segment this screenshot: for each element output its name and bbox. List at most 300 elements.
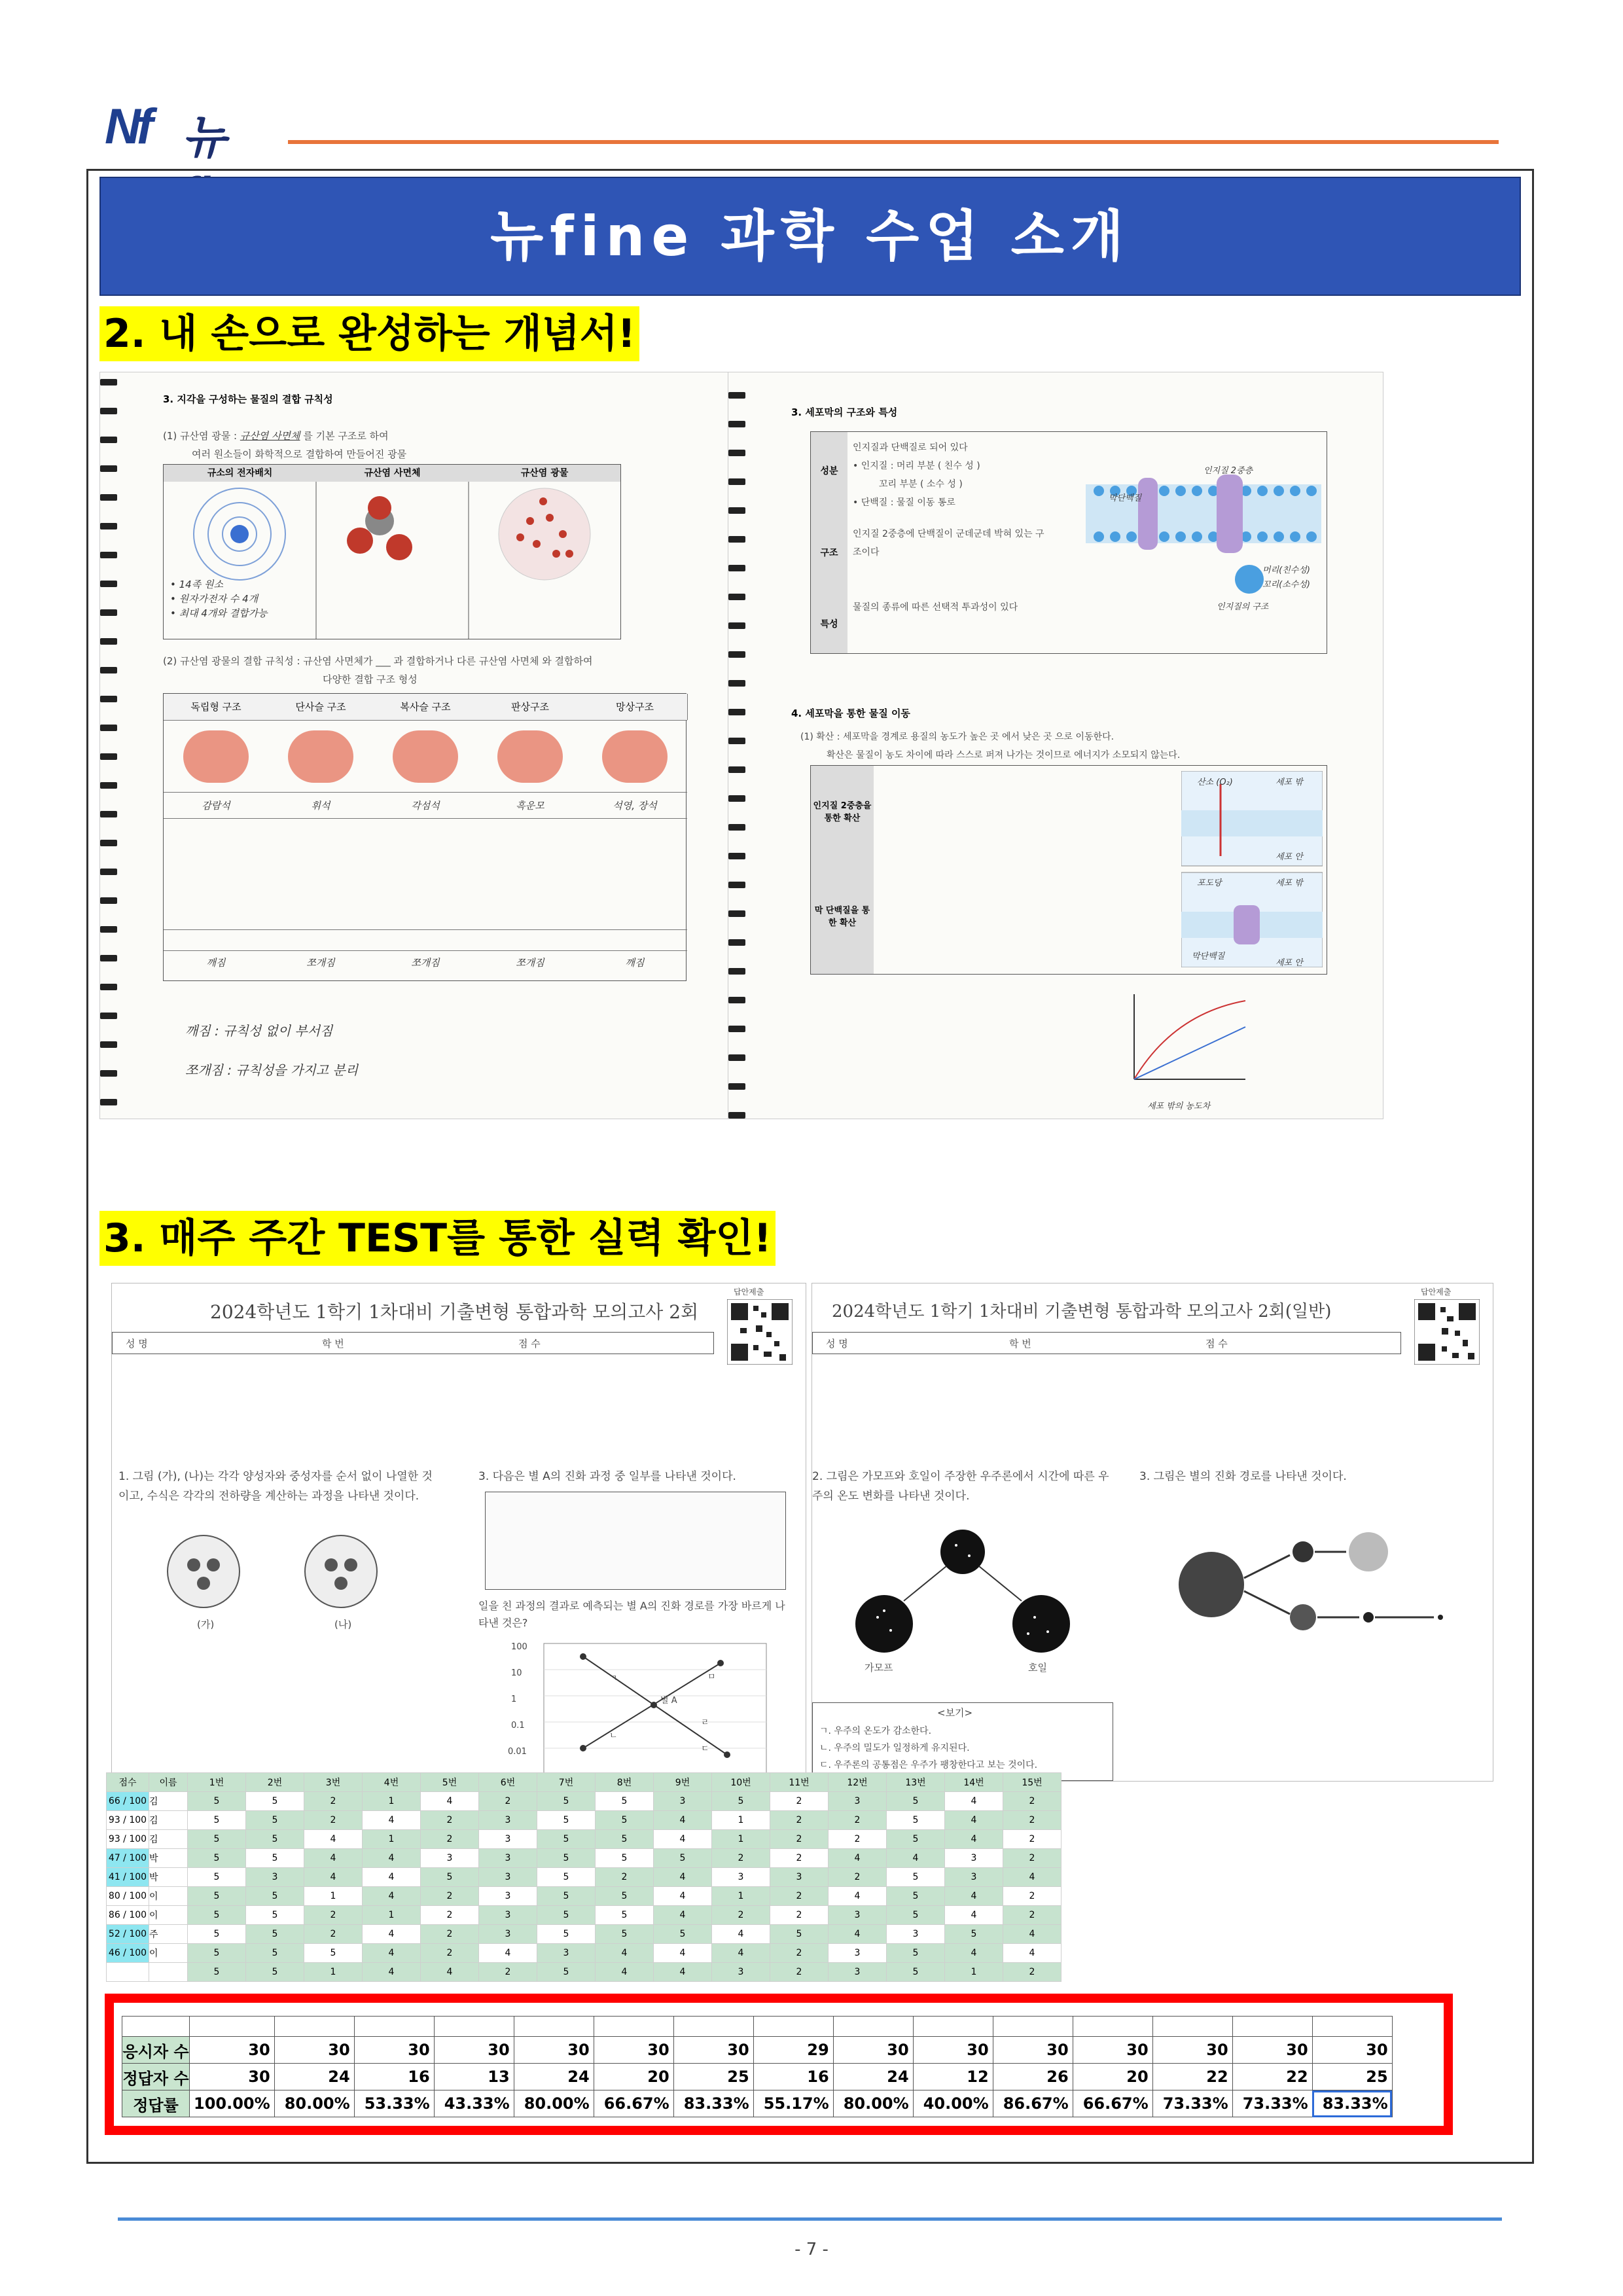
- answer-cell: 2: [304, 1811, 363, 1830]
- answer-cell: 4: [363, 1811, 421, 1830]
- answer-cell: 4: [363, 1963, 421, 1982]
- answer-cell: 4: [887, 1849, 945, 1868]
- graph-label-g: ㄱ: [609, 1674, 618, 1683]
- answer-cell: 5: [945, 1925, 1003, 1944]
- answer-cell: 5: [887, 1887, 945, 1906]
- table-row: [107, 1963, 1061, 1982]
- notebook-page-right: [728, 372, 1383, 1119]
- electron-note-1: • 14족 원소: [170, 579, 223, 590]
- answer-cell: 1: [363, 1792, 421, 1811]
- spiral-ring: [100, 1041, 117, 1048]
- answer-cell: 2: [770, 1792, 829, 1811]
- score-cell: 86 / 100: [107, 1906, 149, 1925]
- footer-divider: [118, 2217, 1502, 2221]
- stats-value: 40.00%: [913, 2090, 993, 2117]
- answer-cell: 1: [712, 1887, 770, 1906]
- stats-value: 30: [993, 2037, 1073, 2064]
- answer-cell: 5: [537, 1925, 596, 1944]
- stats-value: 29: [753, 2037, 833, 2064]
- spiral-ring: [100, 667, 117, 673]
- stats-value: 12: [913, 2064, 993, 2090]
- answer-cell: 5: [712, 1792, 770, 1811]
- answer-cell: 2: [421, 1830, 479, 1849]
- q2-label-gamow: 가모프: [865, 1662, 893, 1674]
- answer-cell: 2: [770, 1811, 829, 1830]
- answer-cell: 2: [770, 1906, 829, 1925]
- field-name: 성 명: [826, 1338, 848, 1350]
- answer-cell: 2: [770, 1944, 829, 1963]
- spiral-ring: [728, 853, 745, 859]
- left-qr-label: 답안제출: [734, 1287, 764, 1297]
- stats-value: 22: [1232, 2064, 1312, 2090]
- answer-cell: 4: [1003, 1925, 1061, 1944]
- electron-note-2: • 원자가전자 수 4개: [170, 593, 259, 605]
- answer-cell: 3: [829, 1963, 887, 1982]
- page-number: - 7 -: [794, 2240, 829, 2259]
- spiral-ring: [728, 1083, 745, 1090]
- mineral-name: 흑운모: [516, 800, 544, 812]
- graph-label-m: ㅁ: [707, 1672, 716, 1682]
- answer-cell: 4: [363, 1849, 421, 1868]
- spiral-ring: [100, 696, 117, 702]
- answer-cell: 5: [654, 1925, 712, 1944]
- tick-1: 1: [511, 1695, 517, 1704]
- logo-mark: Nf: [105, 99, 150, 154]
- student-name: 이: [149, 1906, 188, 1925]
- spiral-binding: [728, 392, 745, 1141]
- answer-cell: 5: [654, 1849, 712, 1868]
- stats-blank-row: [122, 2017, 1393, 2037]
- stats-value: 30: [274, 2037, 354, 2064]
- answer-cell: 1: [304, 1963, 363, 1982]
- stats-value: 30: [833, 2037, 913, 2064]
- spiral-ring: [728, 738, 745, 744]
- qr-code: [727, 1299, 793, 1365]
- stats-value: 25: [673, 2064, 753, 2090]
- stats-value: 30: [594, 2037, 673, 2064]
- diagram-label-phospholipid: 인지질의 구조: [1217, 602, 1269, 612]
- concentration-graph: [1121, 988, 1252, 1099]
- left-page-title: 3. 지각을 구성하는 물질의 결합 규칙성: [163, 393, 333, 405]
- structure-header: 복사슬 구조: [373, 694, 478, 720]
- answer-cell: 4: [654, 1963, 712, 1982]
- table-row: [107, 1925, 1061, 1944]
- answer-cell: 3: [945, 1868, 1003, 1887]
- electron-note-3: • 최대 4개와 결합가능: [170, 607, 268, 619]
- answer-cell: 4: [945, 1944, 1003, 1963]
- answer-cell: 5: [596, 1830, 654, 1849]
- spiral-ring: [100, 869, 117, 875]
- side-label-protein: 막 단백질을 통한 확산: [811, 870, 874, 974]
- answer-cell: 5: [188, 1792, 246, 1811]
- answer-cell: 4: [1003, 1944, 1061, 1963]
- answer-cell: 3: [712, 1963, 770, 1982]
- answer-cell: 5: [596, 1906, 654, 1925]
- row-label-structure: 구조: [811, 511, 847, 596]
- electron-notes: [170, 577, 268, 620]
- answer-cell: 4: [363, 1925, 421, 1944]
- score-header-cell: 14번: [945, 1773, 1003, 1792]
- cosmology-diagrams: [838, 1526, 1087, 1657]
- right-page-title: 3. 세포막의 구조와 특성: [791, 406, 898, 418]
- answer-cell: 5: [537, 1963, 596, 1982]
- membrane-text-2: • 인지질 : 머리 부분 ( 친수 성 ): [853, 461, 980, 471]
- answer-cell: 2: [829, 1830, 887, 1849]
- score-cell: 93 / 100: [107, 1811, 149, 1830]
- answer-cell: 2: [1003, 1830, 1061, 1849]
- spiral-ring: [100, 1013, 117, 1019]
- answer-cell: 2: [421, 1944, 479, 1963]
- student-name: 김: [149, 1830, 188, 1849]
- answer-cell: 5: [188, 1944, 246, 1963]
- answer-cell: 2: [304, 1906, 363, 1925]
- nucleus-diagrams: [158, 1532, 406, 1611]
- test-sheet-left: [111, 1283, 806, 1782]
- silicate-header-2: 규산염 사면체: [316, 465, 469, 482]
- stats-value: 30: [913, 2037, 993, 2064]
- spiral-ring: [728, 1112, 745, 1119]
- answer-cell: 4: [304, 1830, 363, 1849]
- answer-cell: 5: [537, 1849, 596, 1868]
- spiral-ring: [728, 450, 745, 456]
- spiral-ring: [728, 882, 745, 888]
- spiral-ring: [728, 910, 745, 917]
- answer-cell: 5: [246, 1944, 304, 1963]
- spiral-ring: [728, 622, 745, 629]
- cleavage-type: 쪼개짐: [516, 957, 544, 969]
- membrane-text-3: 꼬리 부분 ( 소수 성 ): [879, 479, 963, 490]
- answer-cell: 5: [596, 1887, 654, 1906]
- answer-cell: 5: [188, 1925, 246, 1944]
- stats-value: 30: [190, 2064, 275, 2090]
- answer-cell: 4: [829, 1887, 887, 1906]
- student-name: 이: [149, 1887, 188, 1906]
- score-cell: 66 / 100: [107, 1792, 149, 1811]
- right-page-title2: 4. 세포막을 통한 물질 이동: [791, 708, 910, 719]
- answer-cell: 4: [945, 1792, 1003, 1811]
- answer-cell: 3: [479, 1887, 537, 1906]
- logo-text: 뉴: [182, 112, 226, 163]
- bogi-box: [812, 1702, 1113, 1781]
- answer-cell: 4: [654, 1811, 712, 1830]
- structure-model-icon: [288, 730, 353, 783]
- spiral-ring: [100, 523, 117, 529]
- answer-cell: 5: [887, 1830, 945, 1849]
- structure-header: 독립형 구조: [164, 694, 269, 720]
- answer-cell: 2: [421, 1887, 479, 1906]
- stats-value: 25: [1312, 2064, 1392, 2090]
- mineral-name: 각섬석: [411, 800, 440, 812]
- stats-value: 26: [993, 2064, 1073, 2090]
- stats-table: [122, 2016, 1393, 2117]
- row-label-component: 성분: [811, 432, 847, 511]
- table-row: [107, 1830, 1061, 1849]
- field-name: 성 명: [126, 1338, 148, 1350]
- answer-cell: 5: [421, 1868, 479, 1887]
- spiral-ring: [100, 494, 117, 501]
- answer-cell: 2: [596, 1868, 654, 1887]
- score-table-header: [107, 1773, 1061, 1792]
- spiral-ring: [728, 651, 745, 658]
- answer-cell: 5: [188, 1963, 246, 1982]
- spiral-ring: [100, 725, 117, 731]
- answer-cell: 2: [421, 1811, 479, 1830]
- answer-cell: 3: [479, 1811, 537, 1830]
- diagram-label-tail: 꼬리(소수성): [1262, 580, 1310, 590]
- score-cell: 47 / 100: [107, 1849, 149, 1868]
- stats-value: 30: [190, 2037, 275, 2064]
- score-header-cell: 2번: [246, 1773, 304, 1792]
- q3-passage-box: [485, 1492, 786, 1590]
- answer-cell: 3: [887, 1925, 945, 1944]
- spiral-ring: [100, 1070, 117, 1077]
- structure-header: 망상구조: [582, 694, 688, 720]
- stats-value: 80.00%: [514, 2090, 594, 2117]
- left-line2: 여러 원소들이 화학적으로 결합하여 만들어진 광물: [192, 448, 407, 460]
- score-table: [106, 1772, 1061, 1982]
- row-label-property: 특성: [811, 596, 847, 653]
- score-header-cell: 12번: [829, 1773, 887, 1792]
- answer-cell: 4: [304, 1849, 363, 1868]
- spiral-ring: [728, 680, 745, 687]
- answer-cell: 3: [537, 1944, 596, 1963]
- student-name: 김: [149, 1792, 188, 1811]
- cleavage-type: 쪼개짐: [306, 957, 335, 969]
- answer-cell: 5: [887, 1963, 945, 1982]
- left-q3: 3. 다음은 별 A의 진화 과정 중 일부를 나타낸 것이다.: [478, 1470, 736, 1483]
- side-label-bilayer: 인지질 2중층을 통한 확산: [811, 766, 874, 870]
- table-row: [107, 1792, 1061, 1811]
- answer-cell: 5: [188, 1849, 246, 1868]
- silicate-header-3: 규산염 광물: [469, 465, 620, 482]
- spiral-ring: [728, 709, 745, 715]
- answer-cell: 2: [304, 1792, 363, 1811]
- answer-cell: 5: [596, 1849, 654, 1868]
- student-name: 김: [149, 1811, 188, 1830]
- answer-cell: 5: [188, 1868, 246, 1887]
- tick-100: 100: [511, 1642, 527, 1652]
- diagram-label-protein: 막단백질: [1109, 493, 1142, 503]
- spiral-ring: [728, 968, 745, 975]
- answer-cell: 2: [1003, 1963, 1061, 1982]
- graph-label-star: 별 A: [660, 1696, 677, 1706]
- stats-label: 정답자 수: [122, 2064, 190, 2090]
- table-rule: [164, 720, 687, 721]
- answer-cell: 5: [537, 1830, 596, 1849]
- student-name: 박: [149, 1849, 188, 1868]
- diffusion-table: [810, 765, 1327, 975]
- table-row: [107, 1944, 1061, 1963]
- silicate-header-1: 규소의 전자배치: [164, 465, 316, 482]
- stats-value: 20: [594, 2064, 673, 2090]
- answer-cell: 2: [829, 1811, 887, 1830]
- header-divider: [288, 140, 1499, 144]
- left-foot1: 깨짐 : 규칙성 없이 부서짐: [185, 1023, 333, 1039]
- left-q3b: 일을 친 과정의 결과로 예측되는 별 A의 진화 경로를 가장 바르게 나타낸 것은?: [478, 1600, 785, 1629]
- answer-cell: 4: [654, 1830, 712, 1849]
- answer-cell: 2: [712, 1906, 770, 1925]
- diagram2-inside-1: 세포 안: [1275, 852, 1303, 862]
- stats-value: 30: [1152, 2037, 1232, 2064]
- stats-value: 100.00%: [190, 2090, 275, 2117]
- diagram2-inside-2: 세포 안: [1275, 958, 1303, 968]
- diagram2-oxygen: 산소 (O₂): [1197, 778, 1233, 787]
- spiral-ring: [728, 766, 745, 773]
- structure-header: 단사슬 구조: [268, 694, 374, 720]
- answer-cell: 5: [537, 1811, 596, 1830]
- answer-cell: 5: [246, 1925, 304, 1944]
- bogi-options: [819, 1723, 1037, 1774]
- bogi-title: <보기>: [937, 1707, 973, 1719]
- score-header-cell: 6번: [479, 1773, 537, 1792]
- stats-value: 30: [434, 2037, 514, 2064]
- stats-value: 55.17%: [753, 2090, 833, 2117]
- diagram-label-head: 머리(친수성): [1262, 565, 1310, 575]
- answer-cell: 2: [421, 1906, 479, 1925]
- answer-cell: 2: [712, 1849, 770, 1868]
- structure-table: [163, 693, 687, 981]
- score-header-cell: 5번: [421, 1773, 479, 1792]
- spiral-ring: [728, 1026, 745, 1032]
- score-header-cell: 이름: [149, 1773, 188, 1792]
- spiral-ring: [100, 1099, 117, 1105]
- bogi-option-2: ㄴ. 우주의 밀도가 일정하게 유지된다.: [819, 1743, 970, 1753]
- spiral-ring: [728, 997, 745, 1003]
- diagram2-outside-2: 세포 밖: [1275, 878, 1303, 888]
- score-header-cell: 9번: [654, 1773, 712, 1792]
- answer-cell: 2: [1003, 1906, 1061, 1925]
- score-cell: 46 / 100: [107, 1944, 149, 1963]
- answer-cell: 2: [421, 1925, 479, 1944]
- diagram2-outside-1: 세포 밖: [1275, 778, 1303, 787]
- score-header-cell: 1번: [188, 1773, 246, 1792]
- answer-cell: 1: [363, 1906, 421, 1925]
- answer-cell: 4: [363, 1887, 421, 1906]
- answer-cell: 2: [1003, 1849, 1061, 1868]
- left-q1: 1. 그림 (가), (나)는 각각 양성자와 중성자를 순서 없이 나열한 것이고, 수식은 각각의 전하량을 계산하는 과정을 나타낸 것이다.: [118, 1470, 433, 1503]
- answer-cell: 2: [770, 1830, 829, 1849]
- spiral-ring: [100, 955, 117, 961]
- answer-cell: 2: [479, 1792, 537, 1811]
- answer-cell: 3: [479, 1868, 537, 1887]
- answer-cell: 5: [537, 1792, 596, 1811]
- spiral-ring: [100, 609, 117, 616]
- mineral-name: 감람석: [202, 800, 230, 812]
- answer-cell: 5: [887, 1944, 945, 1963]
- spiral-ring: [100, 437, 117, 443]
- spiral-ring: [100, 379, 117, 386]
- spiral-ring: [728, 795, 745, 802]
- stats-value: 73.33%: [1232, 2090, 1312, 2117]
- spiral-ring: [728, 392, 745, 399]
- score-header-cell: 15번: [1003, 1773, 1061, 1792]
- score-header-cell: 13번: [887, 1773, 945, 1792]
- answer-cell: 4: [654, 1887, 712, 1906]
- answer-cell: 5: [246, 1830, 304, 1849]
- spiral-ring: [100, 897, 117, 904]
- score-header-cell: 11번: [770, 1773, 829, 1792]
- cleavage-type: 깨짐: [206, 957, 226, 969]
- table-row: [107, 1868, 1061, 1887]
- left-line4: 다양한 결합 구조 형성: [323, 673, 418, 685]
- spiral-ring: [100, 984, 117, 990]
- answer-cell: 5: [188, 1906, 246, 1925]
- field-id: 학 번: [1009, 1338, 1031, 1350]
- answer-cell: 5: [596, 1792, 654, 1811]
- structure-header: 판상구조: [478, 694, 583, 720]
- spiral-ring: [728, 421, 745, 427]
- answer-cell: 2: [1003, 1887, 1061, 1906]
- spiral-ring: [100, 811, 117, 817]
- left-line3: (2) 규산염 광물의 결합 규칙성 : 규산염 사면체가 ___ 과 결합하거나 다른 규산염 사면체 와 결합하여: [163, 655, 593, 667]
- logo: [105, 98, 281, 163]
- answer-cell: 4: [945, 1830, 1003, 1849]
- stats-value: 24: [514, 2064, 594, 2090]
- spiral-ring: [100, 753, 117, 760]
- answer-cell: 5: [537, 1906, 596, 1925]
- student-name: 이: [149, 1944, 188, 1963]
- stats-highlight-box: [105, 1994, 1453, 2135]
- score-header-cell: 점수: [107, 1773, 149, 1792]
- stats-value: 43.33%: [434, 2090, 514, 2117]
- stats-value: 13: [434, 2064, 514, 2090]
- graph-label-r: ㄹ: [701, 1718, 709, 1728]
- score-header-cell: 10번: [712, 1773, 770, 1792]
- answer-cell: 2: [479, 1963, 537, 1982]
- graph-label: 세포 밖의 농도차: [1147, 1102, 1211, 1111]
- answer-cell: 3: [479, 1830, 537, 1849]
- cleavage-type: 깨짐: [625, 957, 645, 969]
- left-test-fields: [112, 1332, 714, 1354]
- right-q3: 3. 그림은 별의 진화 경로를 나타낸 것이다.: [1139, 1470, 1347, 1483]
- mineral-name: 휘석: [311, 800, 330, 812]
- answer-cell: 1: [712, 1811, 770, 1830]
- left-line1-prefix: (1) 규산염 광물 :: [163, 430, 240, 442]
- tick-0.1: 0.1: [511, 1721, 525, 1731]
- diffusion-line2: 확산은 물질이 농도 차이에 따라 스스로 퍼져 나가는 것이므로 에너지가 소모되지 않는다.: [827, 750, 1181, 761]
- answer-cell: 2: [1003, 1811, 1061, 1830]
- left-line1-suffix: 를 기본 구조로 하여: [303, 430, 389, 442]
- answer-cell: 2: [770, 1849, 829, 1868]
- answer-cell: 5: [246, 1849, 304, 1868]
- stats-value: 22: [1152, 2064, 1232, 2090]
- stats-value: 30: [1232, 2037, 1312, 2064]
- test-sheet-right: [812, 1283, 1493, 1782]
- answer-cell: 4: [712, 1944, 770, 1963]
- spiral-binding: [100, 379, 117, 1128]
- answer-cell: 4: [654, 1868, 712, 1887]
- qr-code: [1414, 1299, 1480, 1365]
- diagram-label-bilayer: 인지질 2중층: [1204, 466, 1253, 476]
- answer-cell: 1: [712, 1830, 770, 1849]
- stats-row-rate: [122, 2090, 1393, 2117]
- answer-cell: 2: [1003, 1792, 1061, 1811]
- spiral-ring: [728, 594, 745, 600]
- answer-cell: 5: [887, 1906, 945, 1925]
- structure-model-icon: [183, 730, 249, 783]
- answer-cell: 5: [887, 1811, 945, 1830]
- stats-value: 80.00%: [833, 2090, 913, 2117]
- answer-cell: 5: [596, 1925, 654, 1944]
- diagram2-protein: 막단백질: [1192, 952, 1225, 961]
- answer-cell: 1: [363, 1830, 421, 1849]
- graph-label-n: ㄴ: [609, 1731, 618, 1741]
- spiral-ring: [100, 782, 117, 789]
- table-row: [107, 1887, 1061, 1906]
- graph-label-d: ㄷ: [701, 1744, 709, 1754]
- stats-value: 24: [274, 2064, 354, 2090]
- answer-cell: 2: [304, 1925, 363, 1944]
